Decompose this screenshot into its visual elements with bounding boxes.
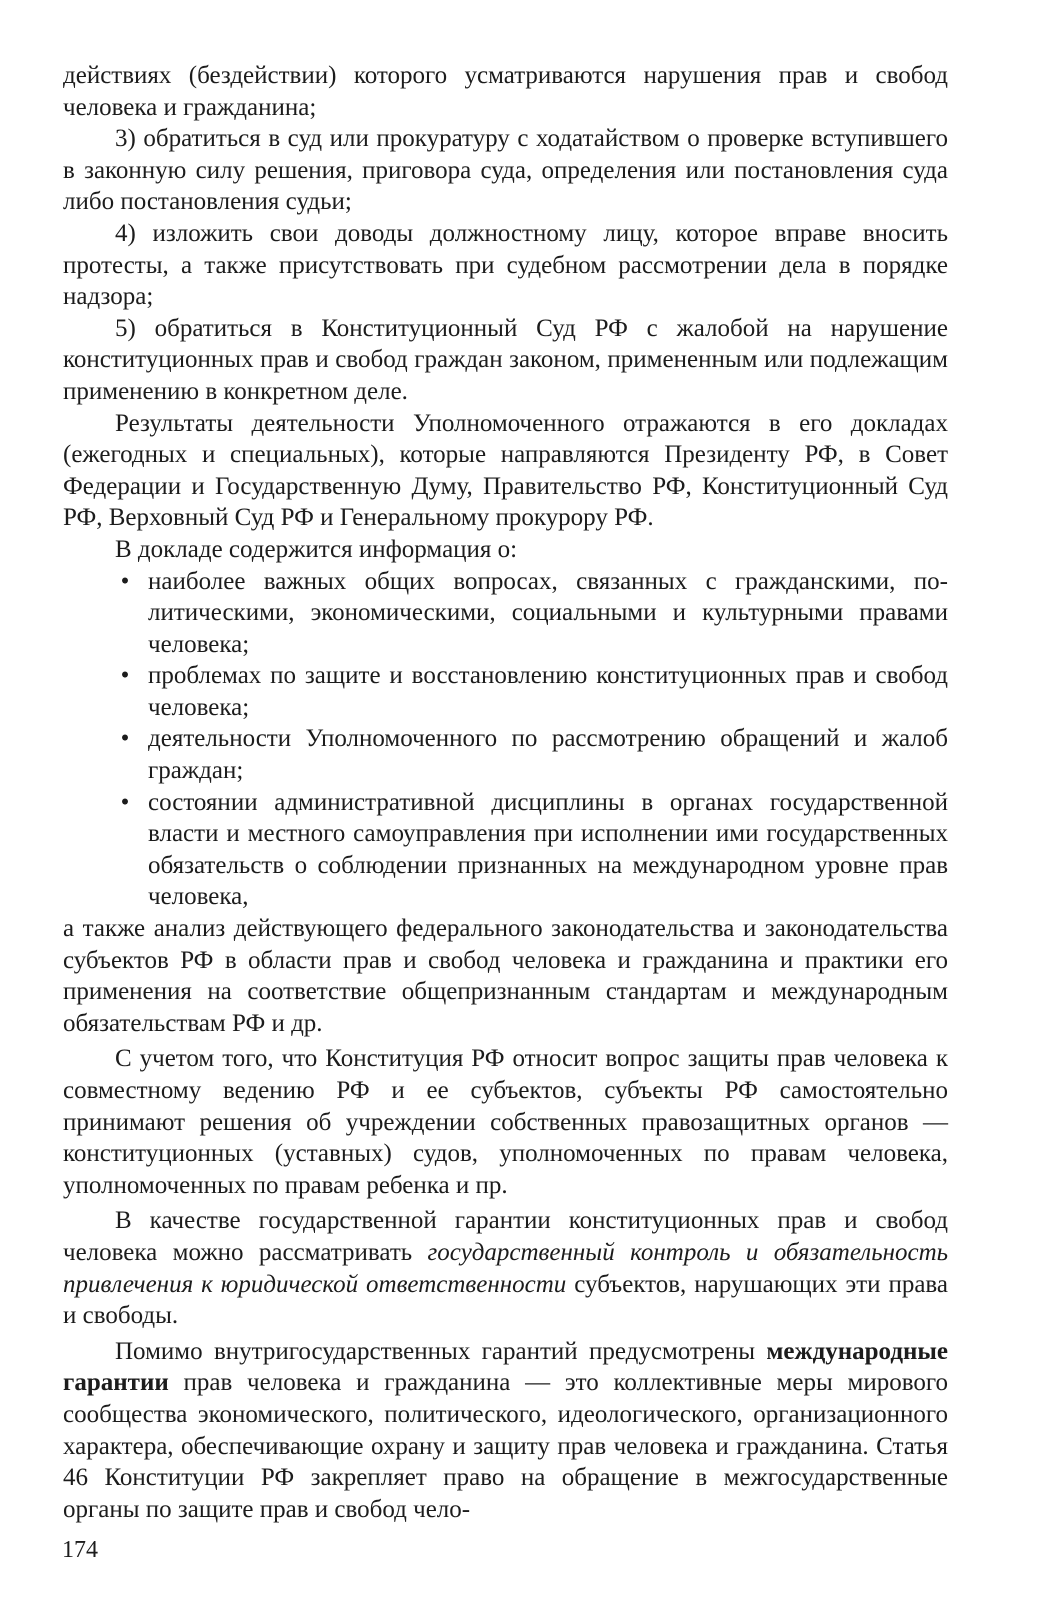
bullet-icon: • — [120, 567, 130, 595]
bullet-icon: • — [120, 662, 130, 690]
paragraph-analysis: а также анализ действующего федерального законодательства и законодательства субъектов РФ в области прав и свобод человека и гражданина и практики его применения на соответствие общепризнанным стандартам и международным обязательствам РФ и др. — [63, 915, 948, 1037]
bullet-item — [63, 723, 948, 786]
paragraph-state-guarantee — [63, 1205, 948, 1331]
text-run: Помимо внутригосударственных гарантий предусмотрены — [115, 1337, 767, 1365]
bullet-list — [63, 566, 948, 914]
paragraph-report-contents: В докладе содержится информация о: — [115, 535, 518, 563]
bullet-text: наиболее важных общих вопросах, связанных с гражданскими, политическими, экономическими, социальными и культурными правами человека; — [148, 567, 948, 658]
bullet-icon: • — [120, 788, 130, 816]
page-body — [63, 60, 948, 1525]
paragraph-reports: Результаты деятельности Уполномоченного отражаются в его докладах (ежегодных и специальных), которые направляются Президенту РФ, в Совет Федерации и Государственную Думу, Правительство РФ, Конституционный Суд РФ, Верховный Суд РФ и Генеральному прокурору РФ. — [63, 409, 948, 532]
paragraph-international-guarantees — [63, 1336, 948, 1526]
list-item-4: 4) изложить свои доводы должностному лицу, которое вправе вносить протесты, а также присутствовать при судебном рассмотрении дела в порядке надзора; — [63, 219, 948, 311]
bullet-item — [63, 660, 948, 723]
paragraph-subjects: С учетом того, что Конституция РФ относит вопрос защиты прав человека к совместному ведению РФ и ее субъектов, субъекты РФ самостоятельно принимают решения об учреждении собственных правозащитных органов — конституционных (уставных) судов, уполномоченных по правам человека, уполномоченных по правам ребенка и пр. — [63, 1045, 948, 1199]
list-item-3: 3) обратиться в суд или прокуратуру с ходатайством о проверке вступившего в законную силу решения, приговора суда, определения или постановления суда либо постановления судьи; — [63, 125, 948, 216]
text-run: В качестве государственной гарантии конституционных прав и свобод человека можно рассматривать — [63, 1207, 948, 1266]
bold-term: международные гарантии — [63, 1337, 948, 1397]
bullet-text: состоянии административной дисциплины в органах государственной власти и местного самоуправления при исполнении ими государственных обязательств о соблюдении признанных на международном уровне прав человека, — [148, 788, 948, 911]
text-run: субъектов, нарушающих эти права и свободы. — [63, 1270, 949, 1330]
bullet-item — [63, 566, 948, 661]
italic-term: государственный контроль и обязательность привлечения к юридической ответственности — [63, 1238, 948, 1298]
bullet-icon: • — [120, 725, 130, 753]
bullet-text: проблемах по защите и восстановлению конституционных прав и свобод человека; — [148, 662, 948, 721]
list-item-5: 5) обратиться в Конституционный Суд РФ с жалобой на нарушение конституционных прав и свобод граждан законом, примененным или подлежащим применению в конкретном деле. — [63, 314, 948, 405]
page-number: 174 — [62, 1537, 98, 1563]
text-run: прав человека и гражданина — это коллективные меры мирового сообщества экономического, политического, идеологического, организационного характера, обеспечивающие охрану и защиту прав человека и гражданина. Статья 46 Конституции РФ закрепляет право на обращение в межгосударственные органы по защите прав и свобод чело- — [63, 1369, 948, 1523]
bullet-item — [63, 787, 948, 913]
bullet-text: деятельности Уполномоченного по рассмотрению обращений и жалоб граждан; — [148, 725, 948, 785]
paragraph-continuation: действиях (бездействии) которого усматриваются нарушения прав и свобод человека и гражданина; — [63, 62, 948, 121]
